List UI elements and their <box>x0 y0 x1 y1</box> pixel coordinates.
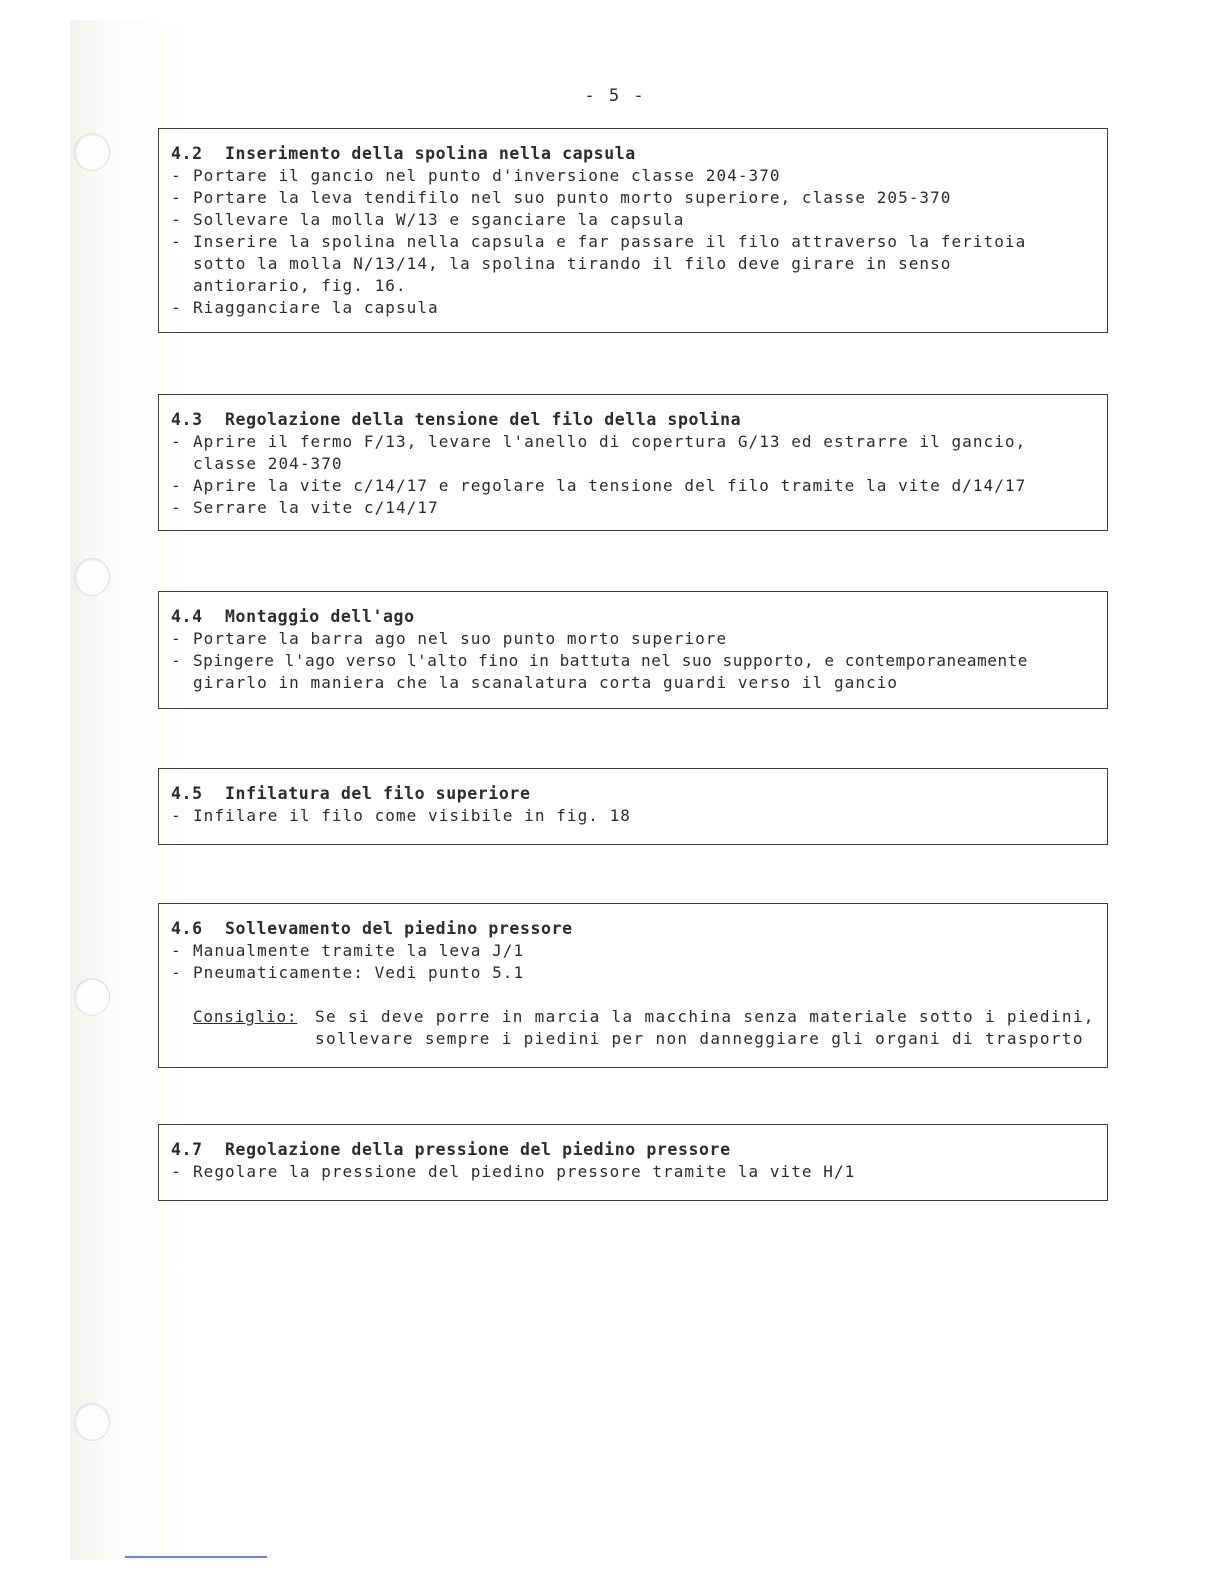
section-number: 4.7 <box>171 1140 203 1159</box>
list-item <box>171 805 1107 827</box>
section-4-3 <box>158 394 1108 531</box>
punch-hole <box>74 133 110 171</box>
advice-line: Se si deve porre in marcia la macchina senza materiale sotto i piedini, <box>315 1007 1095 1026</box>
bullet-dash: - <box>171 210 182 229</box>
section-title <box>171 606 1107 628</box>
section-heading: Regolazione della tensione del filo della spolina <box>225 410 742 429</box>
bullet-dash: - <box>171 651 182 670</box>
item-text: Regolare la pressione del piedino pressore tramite la vite H/1 <box>193 1162 856 1181</box>
section-heading: Regolazione della pressione del piedino pressore <box>225 1140 731 1159</box>
section-title <box>171 409 1107 431</box>
list-item <box>171 297 1107 319</box>
item-text: Riagganciare la capsula <box>193 298 439 317</box>
list-item <box>171 165 1107 187</box>
section-title <box>171 1139 1107 1161</box>
bullet-dash: - <box>171 232 182 251</box>
item-text: Spingere l'ago verso l'alto fino in battuta nel suo supporto, e contemporaneamente <box>193 651 1028 670</box>
bullet-dash: - <box>171 166 182 185</box>
item-text: Manualmente tramite la leva J/1 <box>193 941 525 960</box>
section-title <box>171 918 1107 940</box>
list-item <box>171 475 1107 497</box>
item-continuation: classe 204-370 <box>193 454 343 473</box>
bullet-dash: - <box>171 629 182 648</box>
section-title <box>171 143 1107 165</box>
bullet-dash: - <box>171 432 182 451</box>
item-text: Infilare il filo come visibile in fig. 18 <box>193 806 631 825</box>
punch-hole <box>74 1403 110 1441</box>
section-number: 4.4 <box>171 607 203 626</box>
list-item <box>171 962 1107 984</box>
list-item <box>171 940 1107 962</box>
item-text: Portare la barra ago nel suo punto morto superiore <box>193 629 728 648</box>
item-text: Inserire la spolina nella capsula e far passare il filo attraverso la feritoia <box>193 232 1027 251</box>
item-text: Portare la leva tendifilo nel suo punto morto superiore, classe 205-370 <box>193 188 952 207</box>
section-heading: Sollevamento del piedino pressore <box>225 919 573 938</box>
bullet-dash: - <box>171 806 182 825</box>
section-heading: Inserimento della spolina nella capsula <box>225 144 636 163</box>
item-text: Aprire la vite c/14/17 e regolare la tensione del filo tramite la vite d/14/17 <box>193 476 1027 495</box>
edge-line <box>125 1556 267 1558</box>
list-item <box>171 431 1107 453</box>
list-item <box>171 497 1107 519</box>
list-item <box>171 187 1107 209</box>
item-continuation: antiorario, fig. 16. <box>193 276 407 295</box>
section-heading: Montaggio dell'ago <box>225 607 415 626</box>
section-number: 4.6 <box>171 919 203 938</box>
item-text: Pneumaticamente: Vedi punto 5.1 <box>193 963 525 982</box>
advice-line: sollevare sempre i piedini per non danneggiare gli organi di trasporto <box>315 1029 1084 1048</box>
section-4-7 <box>158 1124 1108 1201</box>
section-title <box>171 783 1107 805</box>
section-number: 4.3 <box>171 410 203 429</box>
item-text: Serrare la vite c/14/17 <box>193 498 439 517</box>
bullet-dash: - <box>171 963 182 982</box>
item-text: Portare il gancio nel punto d'inversione classe 204-370 <box>193 166 781 185</box>
list-item <box>171 650 1107 672</box>
list-item <box>171 628 1107 650</box>
punch-hole <box>74 978 110 1016</box>
section-heading: Infilatura del filo superiore <box>225 784 531 803</box>
bullet-dash: - <box>171 476 182 495</box>
bullet-dash: - <box>171 498 182 517</box>
page-number: - 5 - <box>584 86 646 106</box>
section-4-4 <box>158 591 1108 709</box>
list-item <box>171 209 1107 231</box>
bullet-dash: - <box>171 188 182 207</box>
advice-note <box>171 1006 1107 1050</box>
item-continuation: girarlo in maniera che la scanalatura corta guardi verso il gancio <box>193 673 899 692</box>
bullet-dash: - <box>171 1162 182 1181</box>
advice-label: Consiglio: <box>193 1007 298 1026</box>
section-4-5 <box>158 768 1108 845</box>
item-text: Sollevare la molla W/13 e sganciare la capsula <box>193 210 685 229</box>
section-4-6 <box>158 903 1108 1068</box>
list-item <box>171 1161 1107 1183</box>
item-text: Aprire il fermo F/13, levare l'anello di copertura G/13 ed estrarre il gancio, <box>193 432 1027 451</box>
item-continuation: sotto la molla N/13/14, la spolina tirando il filo deve girare in senso <box>193 254 952 273</box>
advice-text <box>315 1006 1095 1050</box>
bullet-dash: - <box>171 941 182 960</box>
list-item <box>171 231 1107 253</box>
section-4-2 <box>158 128 1108 333</box>
section-number: 4.2 <box>171 144 203 163</box>
section-number: 4.5 <box>171 784 203 803</box>
bullet-dash: - <box>171 298 182 317</box>
punch-hole <box>74 558 110 596</box>
